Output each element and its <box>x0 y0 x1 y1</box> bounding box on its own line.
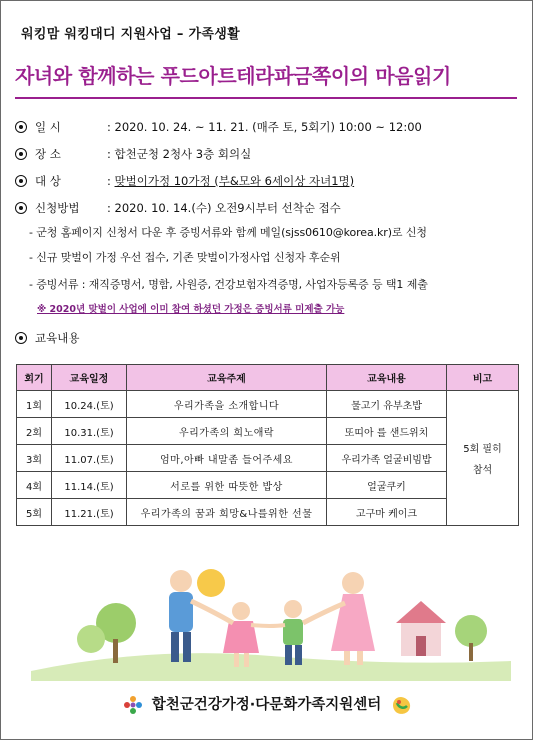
info-apply: 신청방법 : 2020. 10. 14.(수) 오전9시부터 선착순 접수 <box>15 200 341 216</box>
org-name: 합천군건강가정·다문화가족지원센터 <box>151 697 382 713</box>
tree-icon <box>455 615 487 647</box>
mother-figure <box>331 572 375 665</box>
bullet-icon <box>15 202 27 214</box>
table-row <box>17 499 519 526</box>
date-value: 2020. 10. 24. ~ 11. 21. (매주 토, 5회기) 10:00 ~ 12:00 <box>114 120 422 134</box>
header-remark: 비고 <box>447 365 519 391</box>
house-roof <box>396 601 446 623</box>
cell-session: 4회 <box>17 472 52 499</box>
bullet-icon <box>15 332 27 344</box>
apply-line-3: - 증빙서류 : 재직증명서, 명함, 사원증, 건강보험자격증명, 사업자등록증 등 택1 제출 <box>29 278 428 291</box>
center-logo-icon <box>122 694 144 716</box>
cell-session: 2회 <box>17 418 52 445</box>
header-session: 회기 <box>17 365 52 391</box>
cell-topic: 우리가족을 소개합니다 <box>127 391 327 418</box>
child-figure-boy <box>283 600 303 665</box>
house-door <box>416 636 426 656</box>
main-title: 자녀와 함께하는 푸드아트테라파금쪽이의 마음읽기 <box>15 64 451 88</box>
cell-topic: 서로를 위한 따뜻한 밥상 <box>127 472 327 499</box>
header-content: 교육내용 <box>327 365 447 391</box>
cell-session: 5회 <box>17 499 52 526</box>
table-row <box>17 472 519 499</box>
cell-date: 11.21.(토) <box>52 499 127 526</box>
remark-line-1: 5회 필히 <box>463 444 502 455</box>
arm-shape <box>251 625 285 626</box>
tree-icon <box>77 625 105 653</box>
sun-icon <box>197 569 225 597</box>
place-label: 장 소 <box>35 147 61 161</box>
arm-shape <box>191 601 233 623</box>
target-value: 맞벌이가정 10가정 (부&모와 6세이상 자녀1명) <box>114 174 355 188</box>
cell-date: 11.07.(토) <box>52 445 127 472</box>
family-center-emblem-icon <box>389 694 413 716</box>
cell-date: 10.24.(토) <box>52 391 127 418</box>
footer <box>1 693 533 716</box>
header-date: 교육일정 <box>52 365 127 391</box>
tree-trunk <box>469 643 473 661</box>
info-target: 대 상 : 맞벌이가정 10가정 (부&모와 6세이상 자녀1명) <box>15 173 354 189</box>
cell-topic: 우리가족의 꿈과 희망&나를위한 선물 <box>127 499 327 526</box>
apply-note: ※ 2020년 맞벌이 사업에 이미 참여 하셨던 가정은 증빙서류 미제출 가능 <box>37 304 345 315</box>
tree-trunk <box>113 639 118 663</box>
bullet-icon <box>15 148 27 160</box>
cell-remark <box>447 391 519 526</box>
table-header-row <box>17 365 519 391</box>
bullet-icon <box>15 121 27 133</box>
cell-session: 1회 <box>17 391 52 418</box>
cell-date: 10.31.(토) <box>52 418 127 445</box>
cell-topic: 엄마,아빠 내말좀 들어주세요 <box>127 445 327 472</box>
cell-content: 물고기 유부초밥 <box>327 391 447 418</box>
content-label: 교육내용 <box>35 331 80 345</box>
ground-shape <box>31 653 511 681</box>
cell-topic: 우리가족의 희노애락 <box>127 418 327 445</box>
family-illustration <box>1 561 533 681</box>
target-label: 대 상 <box>35 174 61 188</box>
apply-line-2: - 신규 맞벌이 가정 우선 접수, 기존 맞벌이가정사업 신청자 후순위 <box>29 251 341 264</box>
info-date: 일 시 : 2020. 10. 24. ~ 11. 21. (매주 토, 5회기) 10:00 ~ 12:00 <box>15 119 422 135</box>
cell-content: 또띠아 를 샌드위치 <box>327 418 447 445</box>
title-divider <box>15 97 517 99</box>
bullet-icon <box>15 175 27 187</box>
table-row <box>17 418 519 445</box>
table-row <box>17 445 519 472</box>
cell-content: 얼굴쿠키 <box>327 472 447 499</box>
info-content <box>15 330 79 346</box>
remark-line-2: 참석 <box>472 465 493 476</box>
cell-date: 11.14.(토) <box>52 472 127 499</box>
date-label: 일 시 <box>35 120 61 134</box>
cell-session: 3회 <box>17 445 52 472</box>
header-subtitle: 워킹맘 워킹대디 지원사업 – 가족생활 <box>21 27 240 42</box>
info-place: 장 소 : 합천군청 2청사 3층 회의실 <box>15 146 251 162</box>
header-topic: 교육주제 <box>127 365 327 391</box>
father-figure <box>169 570 193 662</box>
place-value: 합천군청 2청사 3층 회의실 <box>114 147 252 161</box>
cell-content: 우리가족 얼굴비빔밥 <box>327 445 447 472</box>
apply-value: 2020. 10. 14.(수) 오전9시부터 선착순 접수 <box>114 201 341 215</box>
apply-line-1: - 군청 홈페이지 신청서 다운 후 증빙서류와 함께 메일(sjss0610@korea.kr)로 신청 <box>29 226 427 239</box>
table-row <box>17 391 519 418</box>
schedule-table <box>16 364 519 526</box>
cell-content: 고구마 케이크 <box>327 499 447 526</box>
apply-label: 신청방법 <box>35 201 80 215</box>
